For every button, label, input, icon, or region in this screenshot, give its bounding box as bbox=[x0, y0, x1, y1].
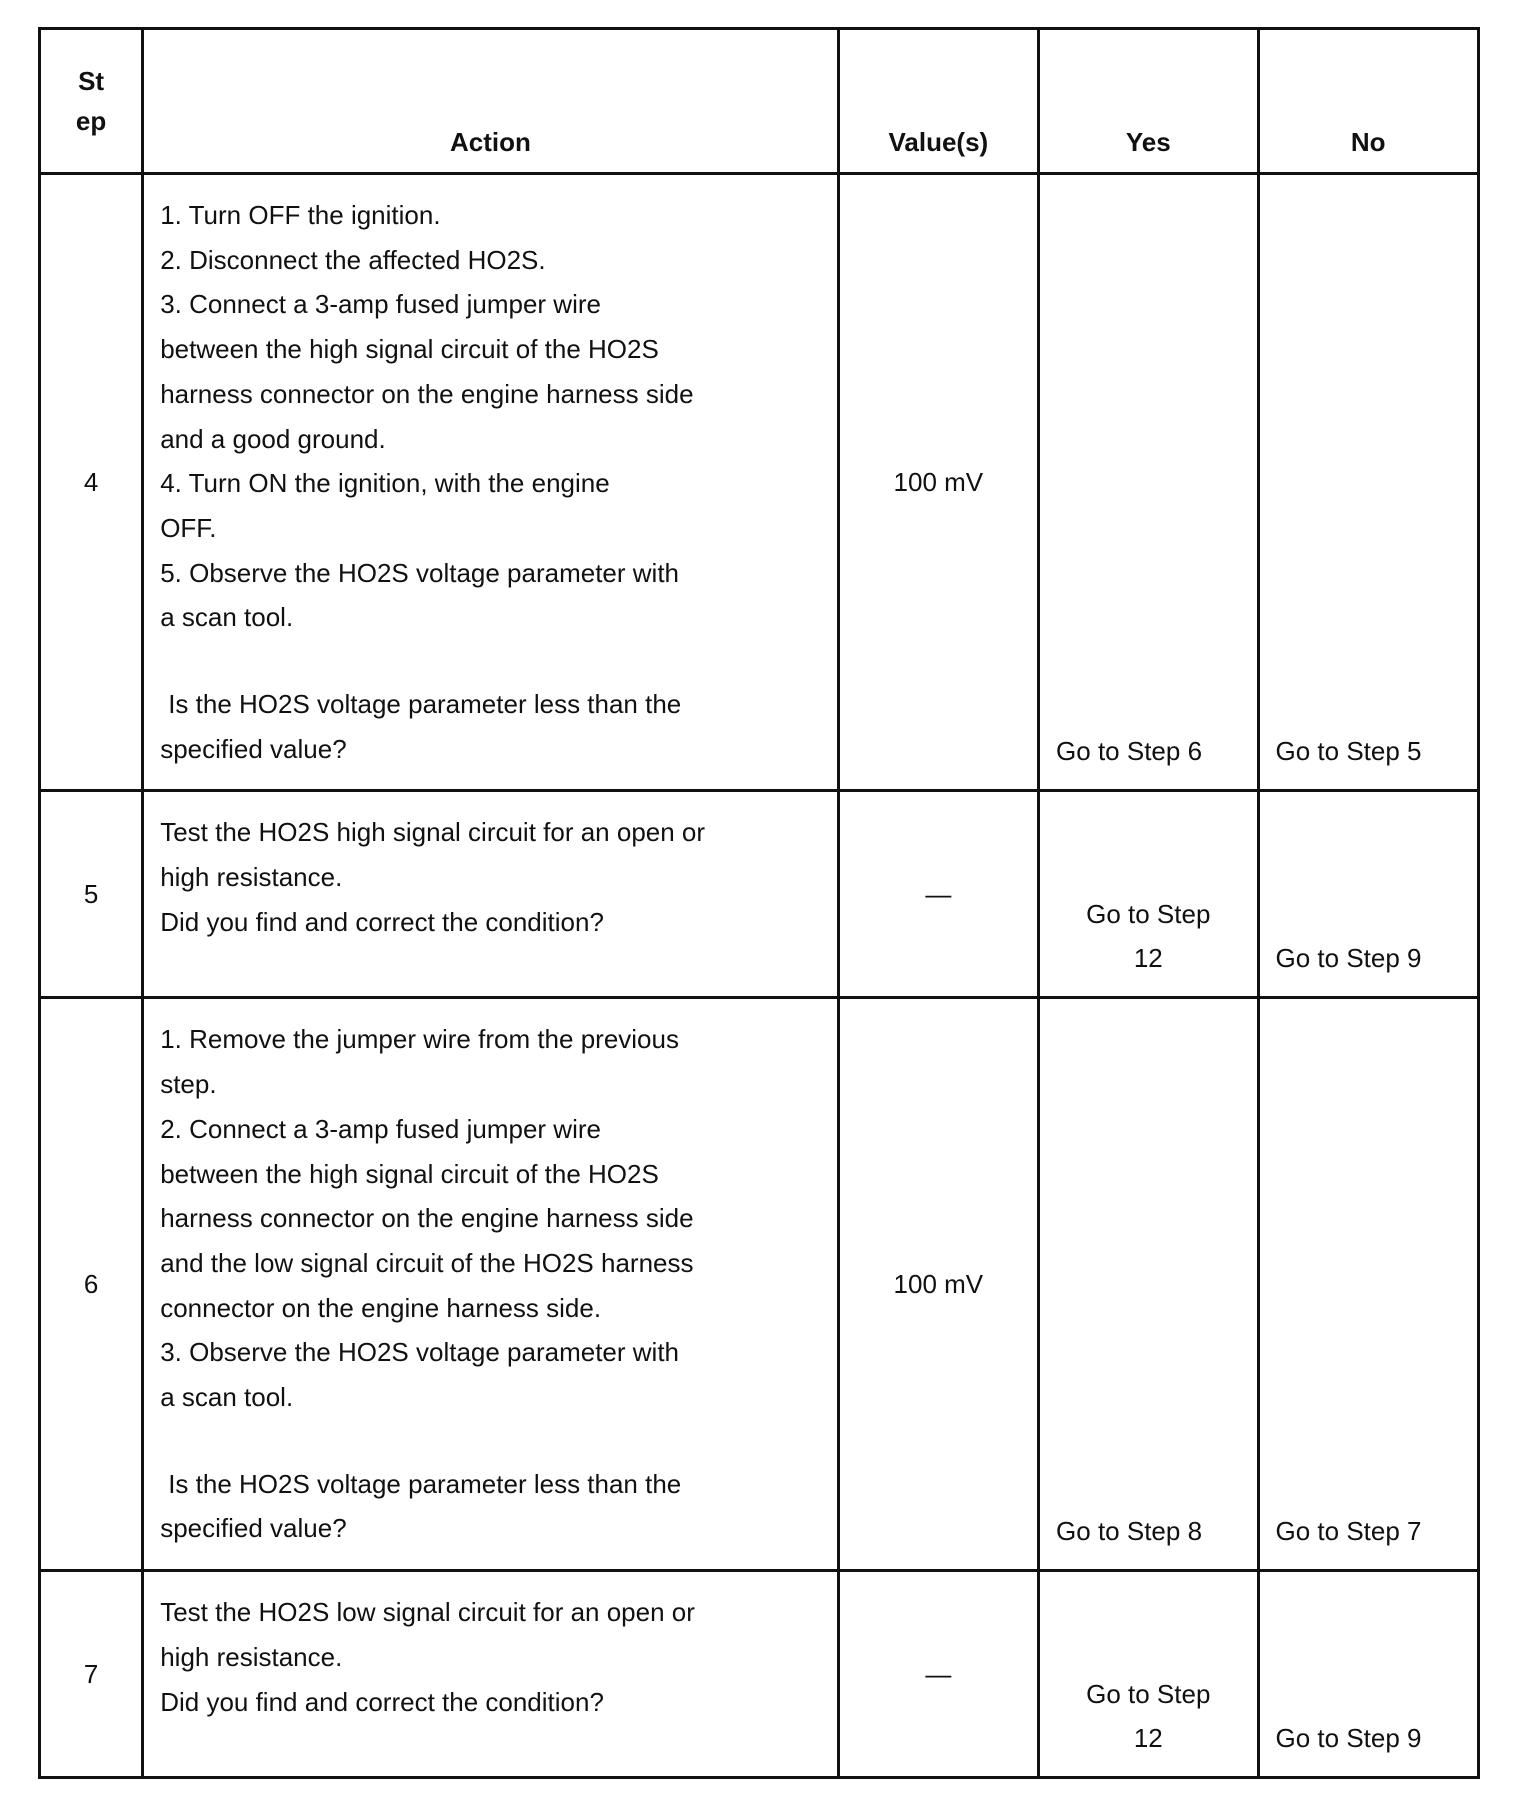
action-line: high resistance. bbox=[160, 862, 343, 893]
action-cell bbox=[143, 791, 838, 998]
yes-line: Go to Step bbox=[1086, 899, 1211, 930]
yes-line: 12 bbox=[1133, 1723, 1163, 1754]
table-row bbox=[40, 998, 1479, 1571]
header-step-line2: ep bbox=[75, 106, 107, 136]
table-row bbox=[40, 791, 1479, 998]
diagnostic-steps-table bbox=[38, 27, 1480, 1779]
action-line: and the low signal circuit of the HO2S harness bbox=[160, 1247, 694, 1278]
action-line: a scan tool. bbox=[160, 602, 294, 633]
table-row bbox=[40, 174, 1479, 791]
header-row bbox=[40, 29, 1479, 174]
question-line: Is the HO2S voltage parameter less than the bbox=[168, 1468, 682, 1499]
question-line: specified value? bbox=[160, 733, 347, 764]
header-action: Action bbox=[143, 29, 838, 174]
action-line: OFF. bbox=[160, 512, 217, 543]
header-values: Value(s) bbox=[838, 29, 1038, 174]
action-line: 1. Remove the jumper wire from the previous bbox=[160, 1024, 679, 1055]
value-cell: 100 mV bbox=[838, 174, 1038, 791]
step-number: 4 bbox=[40, 174, 143, 791]
yes-line: Go to Step bbox=[1086, 1679, 1211, 1710]
action-line: between the high signal circuit of the HO2S bbox=[160, 1158, 659, 1189]
action-line: 3. Connect a 3-amp fused jumper wire bbox=[160, 289, 601, 320]
yes-link: Go to Step 6 bbox=[1056, 736, 1203, 767]
action-line: a scan tool. bbox=[160, 1382, 294, 1413]
action-line: 3. Observe the HO2S voltage parameter with bbox=[160, 1337, 680, 1368]
action-line: 2. Connect a 3-amp fused jumper wire bbox=[160, 1113, 601, 1144]
action-line: Test the HO2S low signal circuit for an open or bbox=[160, 1597, 695, 1628]
no-cell: Go to Step 7 bbox=[1258, 998, 1479, 1571]
action-cell bbox=[143, 174, 838, 791]
yes-cell bbox=[1039, 791, 1258, 998]
action-line: 2. Disconnect the affected HO2S. bbox=[160, 244, 546, 275]
question-line: specified value? bbox=[160, 1513, 347, 1544]
step-number: 5 bbox=[40, 791, 143, 998]
action-line: Did you find and correct the condition? bbox=[160, 1686, 604, 1717]
yes-cell bbox=[1039, 174, 1258, 791]
header-step bbox=[40, 29, 143, 174]
no-cell: Go to Step 9 bbox=[1258, 1571, 1479, 1778]
action-line: harness connector on the engine harness side bbox=[160, 1203, 694, 1234]
action-cell bbox=[143, 1571, 838, 1778]
action-line: between the high signal circuit of the HO2S bbox=[160, 334, 659, 365]
header-step-line1: St bbox=[78, 66, 105, 96]
action-line: step. bbox=[160, 1069, 217, 1100]
action-line: Did you find and correct the condition? bbox=[160, 906, 604, 937]
action-line: 4. Turn ON the ignition, with the engine bbox=[160, 468, 610, 499]
action-line: 5. Observe the HO2S voltage parameter with bbox=[160, 557, 680, 588]
step-number: 6 bbox=[40, 998, 143, 1571]
table-row bbox=[40, 1571, 1479, 1778]
action-line: high resistance. bbox=[160, 1641, 343, 1672]
yes-line: 12 bbox=[1133, 943, 1163, 974]
action-line: and a good ground. bbox=[160, 423, 386, 454]
question-line: Is the HO2S voltage parameter less than the bbox=[168, 689, 682, 720]
action-line: Test the HO2S high signal circuit for an open or bbox=[160, 817, 706, 848]
step-number: 7 bbox=[40, 1571, 143, 1778]
no-cell: Go to Step 5 bbox=[1258, 174, 1479, 791]
value-cell: 100 mV bbox=[838, 998, 1038, 1571]
action-line: connector on the engine harness side. bbox=[160, 1292, 602, 1323]
yes-cell bbox=[1039, 998, 1258, 1571]
header-yes: Yes bbox=[1039, 29, 1258, 174]
value-cell: — bbox=[838, 1571, 1038, 1778]
no-cell: Go to Step 9 bbox=[1258, 791, 1479, 998]
yes-cell bbox=[1039, 1571, 1258, 1778]
action-line: harness connector on the engine harness side bbox=[160, 378, 694, 409]
header-no: No bbox=[1258, 29, 1479, 174]
action-line: 1. Turn OFF the ignition. bbox=[160, 200, 441, 230]
value-cell: — bbox=[838, 791, 1038, 998]
yes-link: Go to Step 8 bbox=[1056, 1516, 1203, 1547]
action-cell bbox=[143, 998, 838, 1571]
